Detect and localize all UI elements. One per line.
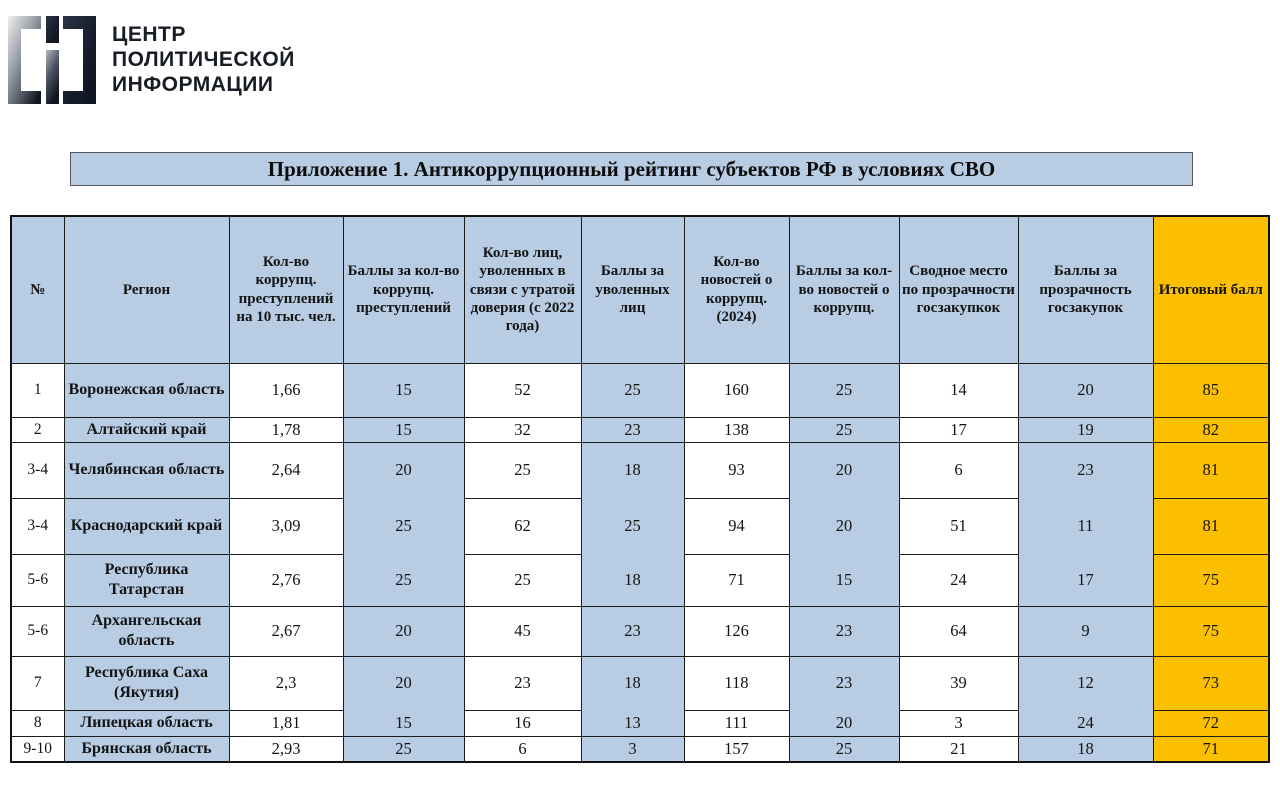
document-title-bar <box>70 152 1193 186</box>
value-cell: 20 <box>1018 363 1153 417</box>
value-cell: 23 <box>789 656 899 710</box>
column-header-rank: № <box>11 216 64 363</box>
value-cell: 15 <box>343 710 464 736</box>
region-cell: Республика Татарстан <box>64 554 229 606</box>
value-cell: 25 <box>343 498 464 554</box>
total-cell: 82 <box>1153 417 1269 442</box>
value-cell: 18 <box>581 554 684 606</box>
column-header-procurement-score: Баллы за прозрачность госзакупок <box>1018 216 1153 363</box>
value-cell: 1,78 <box>229 417 343 442</box>
value-cell: 11 <box>1018 498 1153 554</box>
region-cell: Липецкая область <box>64 710 229 736</box>
rank-cell: 2 <box>11 417 64 442</box>
value-cell: 2,76 <box>229 554 343 606</box>
value-cell: 111 <box>684 710 789 736</box>
value-cell: 45 <box>464 606 581 656</box>
value-cell: 18 <box>581 656 684 710</box>
table-row <box>11 498 1269 554</box>
document-title: Приложение 1. Антикоррупционный рейтинг субъектов РФ в условиях СВО <box>267 156 996 181</box>
value-cell: 138 <box>684 417 789 442</box>
column-header-news: Кол-во новостей о коррупц. (2024) <box>684 216 789 363</box>
value-cell: 71 <box>684 554 789 606</box>
value-cell: 25 <box>343 736 464 762</box>
value-cell: 64 <box>899 606 1018 656</box>
value-cell: 12 <box>1018 656 1153 710</box>
org-name <box>112 16 295 97</box>
rank-cell: 5-6 <box>11 554 64 606</box>
column-header-region: Регион <box>64 216 229 363</box>
table-row <box>11 710 1269 736</box>
total-cell: 75 <box>1153 554 1269 606</box>
value-cell: 14 <box>899 363 1018 417</box>
value-cell: 21 <box>899 736 1018 762</box>
column-header-crimes: Кол-во коррупц. преступлений на 10 тыс. чел. <box>229 216 343 363</box>
value-cell: 160 <box>684 363 789 417</box>
value-cell: 23 <box>1018 442 1153 498</box>
value-cell: 17 <box>899 417 1018 442</box>
region-cell: Воронежская область <box>64 363 229 417</box>
table-row <box>11 606 1269 656</box>
header-row <box>11 216 1269 363</box>
column-header-dismissed-score: Баллы за уволенных лиц <box>581 216 684 363</box>
total-cell: 71 <box>1153 736 1269 762</box>
rank-cell: 8 <box>11 710 64 736</box>
value-cell: 23 <box>464 656 581 710</box>
column-header-crimes-score: Баллы за кол-во коррупц. преступлений <box>343 216 464 363</box>
total-cell: 81 <box>1153 498 1269 554</box>
region-cell: Архангельская область <box>64 606 229 656</box>
column-header-total: Итоговый балл <box>1153 216 1269 363</box>
value-cell: 2,3 <box>229 656 343 710</box>
rank-cell: 9-10 <box>11 736 64 762</box>
value-cell: 9 <box>1018 606 1153 656</box>
total-cell: 73 <box>1153 656 1269 710</box>
total-cell: 72 <box>1153 710 1269 736</box>
value-cell: 18 <box>581 442 684 498</box>
value-cell: 3 <box>581 736 684 762</box>
value-cell: 20 <box>343 606 464 656</box>
value-cell: 25 <box>581 498 684 554</box>
value-cell: 25 <box>789 736 899 762</box>
rating-table-container <box>10 215 1270 763</box>
value-cell: 94 <box>684 498 789 554</box>
value-cell: 20 <box>789 442 899 498</box>
region-cell: Брянская область <box>64 736 229 762</box>
value-cell: 39 <box>899 656 1018 710</box>
table-row <box>11 363 1269 417</box>
value-cell: 18 <box>1018 736 1153 762</box>
value-cell: 25 <box>789 417 899 442</box>
value-cell: 51 <box>899 498 1018 554</box>
region-cell: Краснодарский край <box>64 498 229 554</box>
org-logo <box>8 16 295 104</box>
value-cell: 23 <box>789 606 899 656</box>
value-cell: 62 <box>464 498 581 554</box>
value-cell: 93 <box>684 442 789 498</box>
value-cell: 118 <box>684 656 789 710</box>
region-cell: Челябинская область <box>64 442 229 498</box>
value-cell: 6 <box>464 736 581 762</box>
region-cell: Республика Саха (Якутия) <box>64 656 229 710</box>
value-cell: 32 <box>464 417 581 442</box>
value-cell: 24 <box>1018 710 1153 736</box>
value-cell: 1,81 <box>229 710 343 736</box>
table-row <box>11 736 1269 762</box>
rank-cell: 7 <box>11 656 64 710</box>
cpi-brackets-icon <box>8 16 96 104</box>
value-cell: 24 <box>899 554 1018 606</box>
column-header-dismissed: Кол-во лиц, уволенных в связи с утратой доверия (с 2022 года) <box>464 216 581 363</box>
rank-cell: 3-4 <box>11 442 64 498</box>
value-cell: 157 <box>684 736 789 762</box>
table-row <box>11 442 1269 498</box>
value-cell: 25 <box>464 554 581 606</box>
total-cell: 85 <box>1153 363 1269 417</box>
value-cell: 20 <box>789 498 899 554</box>
value-cell: 25 <box>581 363 684 417</box>
value-cell: 3 <box>899 710 1018 736</box>
column-header-news-score: Баллы за кол-во новостей о коррупц. <box>789 216 899 363</box>
value-cell: 25 <box>464 442 581 498</box>
total-cell: 75 <box>1153 606 1269 656</box>
org-name-line3: ИНФОРМАЦИИ <box>112 73 274 96</box>
value-cell: 2,93 <box>229 736 343 762</box>
column-header-procurement: Сводное место по прозрачности госзакупкок <box>899 216 1018 363</box>
value-cell: 25 <box>343 554 464 606</box>
value-cell: 15 <box>343 363 464 417</box>
value-cell: 2,64 <box>229 442 343 498</box>
value-cell: 2,67 <box>229 606 343 656</box>
rank-cell: 3-4 <box>11 498 64 554</box>
value-cell: 13 <box>581 710 684 736</box>
rank-cell: 1 <box>11 363 64 417</box>
value-cell: 23 <box>581 417 684 442</box>
value-cell: 3,09 <box>229 498 343 554</box>
rating-table <box>10 215 1270 763</box>
value-cell: 126 <box>684 606 789 656</box>
table-row <box>11 656 1269 710</box>
value-cell: 20 <box>343 442 464 498</box>
value-cell: 17 <box>1018 554 1153 606</box>
org-name-line2: ПОЛИТИЧЕСКОЙ <box>112 48 295 71</box>
value-cell: 25 <box>789 363 899 417</box>
value-cell: 16 <box>464 710 581 736</box>
value-cell: 20 <box>789 710 899 736</box>
rank-cell: 5-6 <box>11 606 64 656</box>
value-cell: 23 <box>581 606 684 656</box>
table-row <box>11 554 1269 606</box>
table-row <box>11 417 1269 442</box>
value-cell: 20 <box>343 656 464 710</box>
total-cell: 81 <box>1153 442 1269 498</box>
value-cell: 15 <box>343 417 464 442</box>
value-cell: 1,66 <box>229 363 343 417</box>
region-cell: Алтайский край <box>64 417 229 442</box>
value-cell: 19 <box>1018 417 1153 442</box>
org-name-line1: ЦЕНТР <box>112 23 186 46</box>
value-cell: 52 <box>464 363 581 417</box>
value-cell: 15 <box>789 554 899 606</box>
value-cell: 6 <box>899 442 1018 498</box>
